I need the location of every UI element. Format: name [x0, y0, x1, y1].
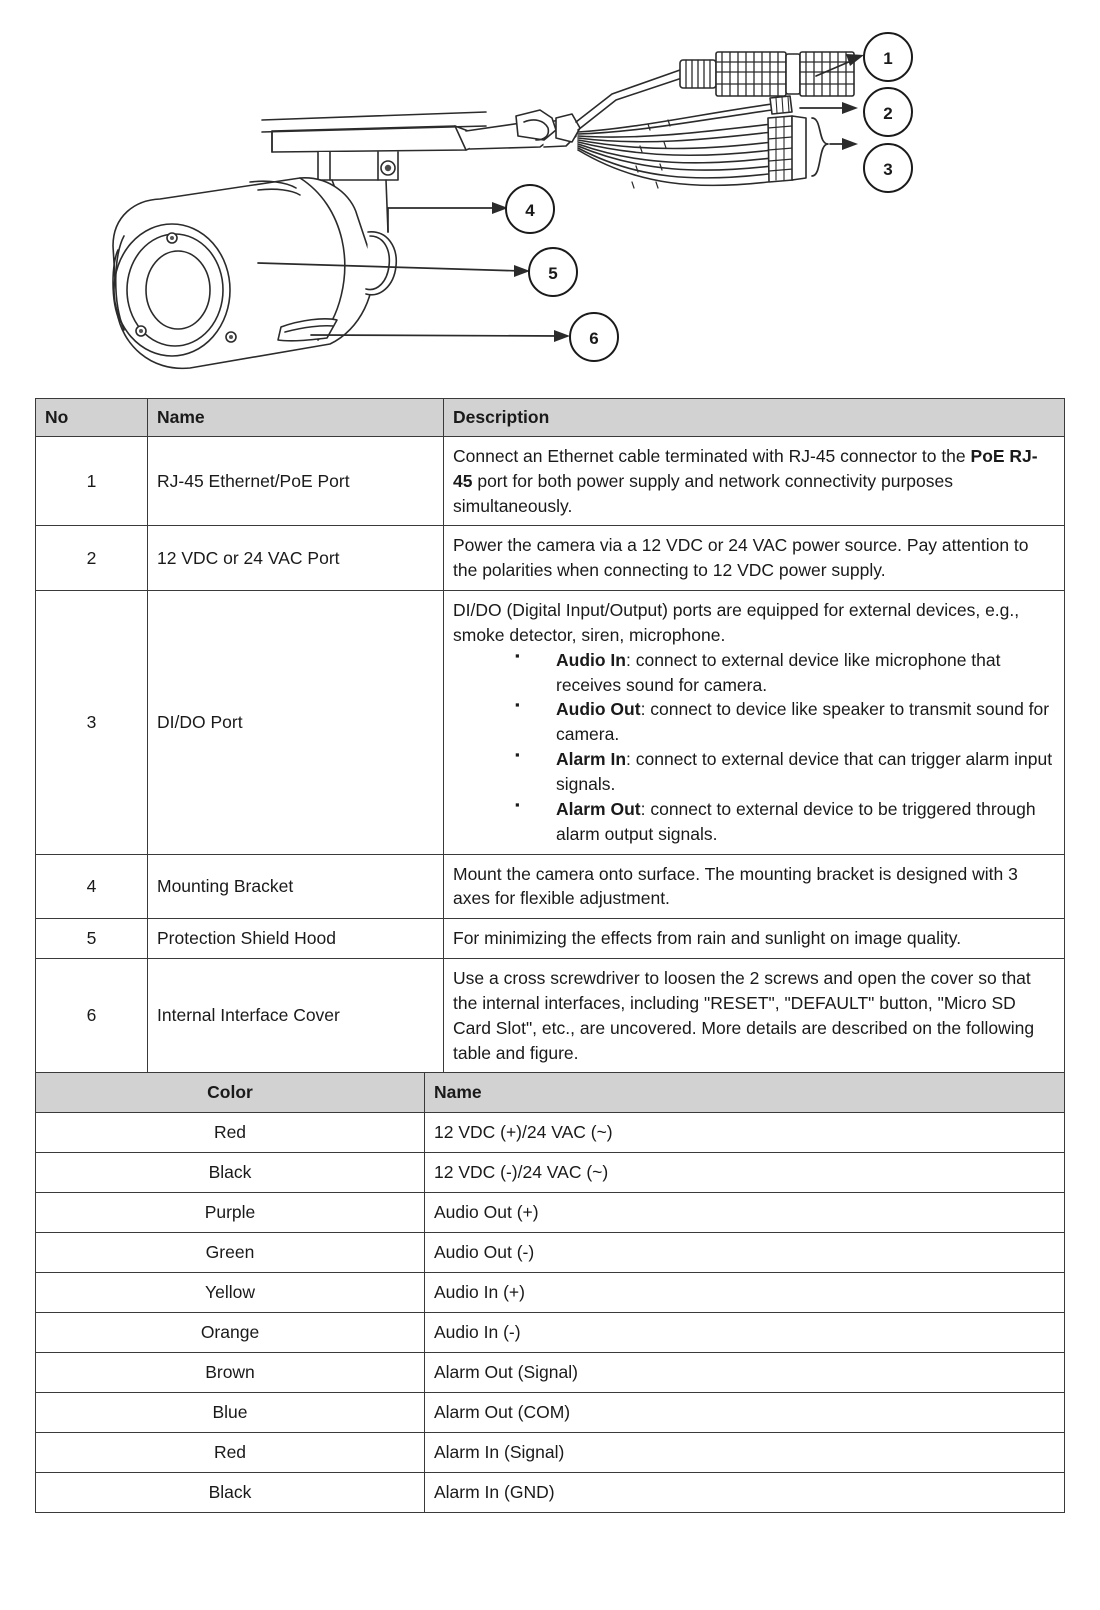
wire-color: Yellow [36, 1273, 425, 1313]
description-intro: DI/DO (Digital Input/Output) ports are equipped for external devices, e.g., smoke detector, siren, microphone. [453, 600, 1020, 645]
table-row [36, 1193, 1065, 1233]
table-row [36, 854, 1065, 919]
table-row [36, 1353, 1065, 1393]
color-table-header-row [36, 1073, 1065, 1113]
bullet-text: : connect to device like speaker to transmit sound for camera. [556, 699, 1050, 745]
table-header-row [36, 399, 1065, 437]
tables-container [35, 398, 1065, 1513]
list-item [453, 747, 1055, 797]
wire-color: Brown [36, 1353, 425, 1393]
row-name: 12 VDC or 24 VAC Port [148, 526, 444, 591]
callout-1-label: 1 [883, 49, 893, 68]
table-row [36, 1273, 1065, 1313]
table-row [36, 1233, 1065, 1273]
header-name: Name [148, 399, 444, 437]
arrowhead-3 [842, 138, 858, 150]
didio-bullet-list [453, 648, 1055, 847]
table-row [36, 526, 1065, 591]
wire-color: Blue [36, 1393, 425, 1433]
desc-bold: PoE RJ-45 [453, 445, 1038, 491]
bullet-text: : connect to external device to be triggered through alarm output signals. [556, 798, 1036, 844]
bullet-text: : connect to external device like microphone that receives sound for camera. [556, 649, 1001, 695]
table-row [36, 591, 1065, 854]
bullet-term: Alarm In [556, 749, 627, 770]
callout-4-label: 4 [525, 201, 535, 220]
wire-name: 12 VDC (+)/24 VAC (~) [425, 1113, 1065, 1153]
bullet-term: Audio In [556, 649, 626, 670]
interface-description-table [35, 398, 1065, 1073]
row-description: Mount the camera onto surface. The mounting bracket is designed with 3 axes for flexible adjustment. [444, 854, 1065, 919]
bullet-term: Audio Out [556, 699, 641, 720]
wire-name: Audio Out (-) [425, 1233, 1065, 1273]
arrowhead-5 [514, 265, 530, 277]
wire-color: Black [36, 1153, 425, 1193]
table-row [36, 1313, 1065, 1353]
row-name: Mounting Bracket [148, 854, 444, 919]
wire-color: Orange [36, 1313, 425, 1353]
wire-color: Purple [36, 1193, 425, 1233]
arrowhead-6 [554, 330, 570, 342]
list-item [453, 648, 1055, 698]
header-no: No [36, 399, 148, 437]
table-row [36, 1113, 1065, 1153]
header-description: Description [444, 399, 1065, 437]
row-description: For minimizing the effects from rain and sunlight on image quality. [444, 919, 1065, 959]
row-no: 3 [36, 591, 148, 854]
row-description: Power the camera via a 12 VDC or 24 VAC power source. Pay attention to the polarities when connecting to 12 VDC power supply. [444, 526, 1065, 591]
table-row [36, 1153, 1065, 1193]
wire-color: Green [36, 1233, 425, 1273]
row-no: 5 [36, 919, 148, 959]
row-no: 2 [36, 526, 148, 591]
row-no: 6 [36, 959, 148, 1073]
header-color: Color [36, 1073, 425, 1113]
row-name: Protection Shield Hood [148, 919, 444, 959]
description-text [453, 444, 1055, 519]
wire-color-table [35, 1072, 1065, 1513]
wire-name: Alarm Out (COM) [425, 1393, 1065, 1433]
wire-name: Alarm In (Signal) [425, 1433, 1065, 1473]
table-row [36, 1393, 1065, 1433]
wire-name: Audio In (+) [425, 1273, 1065, 1313]
row-no: 4 [36, 854, 148, 919]
callout-3-label: 3 [883, 160, 893, 179]
wire-name: Audio Out (+) [425, 1193, 1065, 1233]
table-row [36, 436, 1065, 526]
list-item [453, 697, 1055, 747]
wire-name: Alarm In (GND) [425, 1473, 1065, 1513]
row-description [444, 436, 1065, 526]
callout-2-label: 2 [883, 104, 893, 123]
wire-name: Alarm Out (Signal) [425, 1353, 1065, 1393]
wire-color: Red [36, 1113, 425, 1153]
table-row [36, 959, 1065, 1073]
row-no: 1 [36, 436, 148, 526]
desc-pre: Connect an Ethernet cable terminated with RJ-45 connector to the [453, 445, 971, 466]
callout-5-label: 5 [548, 264, 558, 283]
wire-name: 12 VDC (-)/24 VAC (~) [425, 1153, 1065, 1193]
desc-post: port for both power supply and network connectivity purposes simultaneously. [453, 470, 954, 516]
wire-name: Audio In (-) [425, 1313, 1065, 1353]
bullet-term: Alarm Out [556, 798, 641, 819]
table-row [36, 1433, 1065, 1473]
bullet-text: : connect to external device that can trigger alarm input signals. [556, 749, 1053, 794]
list-item [453, 797, 1055, 847]
row-name: RJ-45 Ethernet/PoE Port [148, 436, 444, 526]
row-description [444, 591, 1065, 854]
callout-6-label: 6 [589, 329, 599, 348]
wire-color: Black [36, 1473, 425, 1513]
arrowhead-2 [842, 102, 858, 114]
wire-color: Red [36, 1433, 425, 1473]
row-description: Use a cross screwdriver to loosen the 2 screws and open the cover so that the internal interfaces, including "RESET", "DEFAULT" button, "Micro SD Card Slot", etc., are uncovered. More details are described on the following table and figure. [444, 959, 1065, 1073]
camera-diagram-svg [0, 0, 1100, 390]
table-row [36, 919, 1065, 959]
header-wire-name: Name [425, 1073, 1065, 1113]
camera-diagram [0, 0, 1100, 390]
row-name: DI/DO Port [148, 591, 444, 854]
row-name: Internal Interface Cover [148, 959, 444, 1073]
table-row [36, 1473, 1065, 1513]
